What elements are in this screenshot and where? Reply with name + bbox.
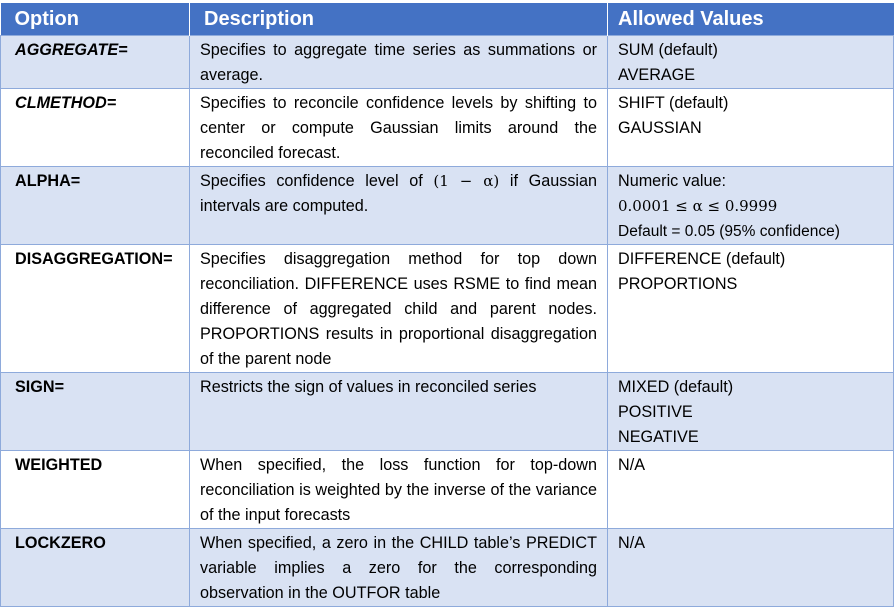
table-row [1,245,894,373]
option-description: When specified, the loss function for top-down reconciliation is weighted by the inverse of the variance of the input forecasts [190,451,608,529]
description-text: if Gaussian intervals are computed. [200,172,598,215]
option-name: SIGN= [1,373,190,451]
table-row [1,451,894,529]
option-name: CLMETHOD= [1,89,190,167]
header-allowed-values: Allowed Values [608,3,894,36]
table-row [1,167,894,245]
allowed-value: MIXED (default) [618,378,734,396]
option-description: Specifies to aggregate time series as summations or average. [190,36,608,89]
option-name: WEIGHTED [1,451,190,529]
option-description: Restricts the sign of values in reconciled series [190,373,608,451]
allowed-values [608,451,894,529]
option-name: AGGREGATE= [1,36,190,89]
allowed-value: NEGATIVE [618,428,699,446]
table-row [1,36,894,89]
header-description: Description [190,3,608,36]
allowed-value: N/A [618,456,645,474]
option-description [190,167,608,245]
option-name: DISAGGREGATION= [1,245,190,373]
option-description: When specified, a zero in the CHILD table’s PREDICT variable implies a zero for the corresponding observation in the OUTFOR table [190,529,608,607]
option-description: Specifies to reconcile confidence levels by shifting to center or compute Gaussian limits around the reconciled forecast. [190,89,608,167]
allowed-value-range: 0.0001 ≤ α ≤ 0.9999 [618,197,778,215]
allowed-value: DIFFERENCE (default) [618,250,786,268]
option-name: LOCKZERO [1,529,190,607]
allowed-values [608,36,894,89]
allowed-values [608,167,894,245]
allowed-values [608,373,894,451]
header-option: Option [1,3,190,36]
allowed-value: Numeric value: [618,172,726,190]
allowed-value: POSITIVE [618,403,693,421]
allowed-value: AVERAGE [618,66,696,84]
option-name: ALPHA= [1,167,190,245]
allowed-value: N/A [618,534,645,552]
allowed-values [608,89,894,167]
option-description: Specifies disaggregation method for top down reconciliation. DIFFERENCE uses RSME to find mean difference of aggregated child and parent nodes. PROPORTIONS results in proportional disaggregation of the parent node [190,245,608,373]
table-row [1,373,894,451]
allowed-value: Default = 0.05 (95% confidence) [618,223,840,240]
allowed-value: SUM (default) [618,41,718,59]
options-table [0,3,894,607]
allowed-values [608,245,894,373]
allowed-value: PROPORTIONS [618,275,738,293]
math-expression: (1 − α) [433,172,500,190]
allowed-value: GAUSSIAN [618,119,702,137]
allowed-value: SHIFT (default) [618,94,729,112]
description-text: Specifies confidence level of [200,172,434,190]
table-row [1,89,894,167]
header-row [1,3,894,36]
